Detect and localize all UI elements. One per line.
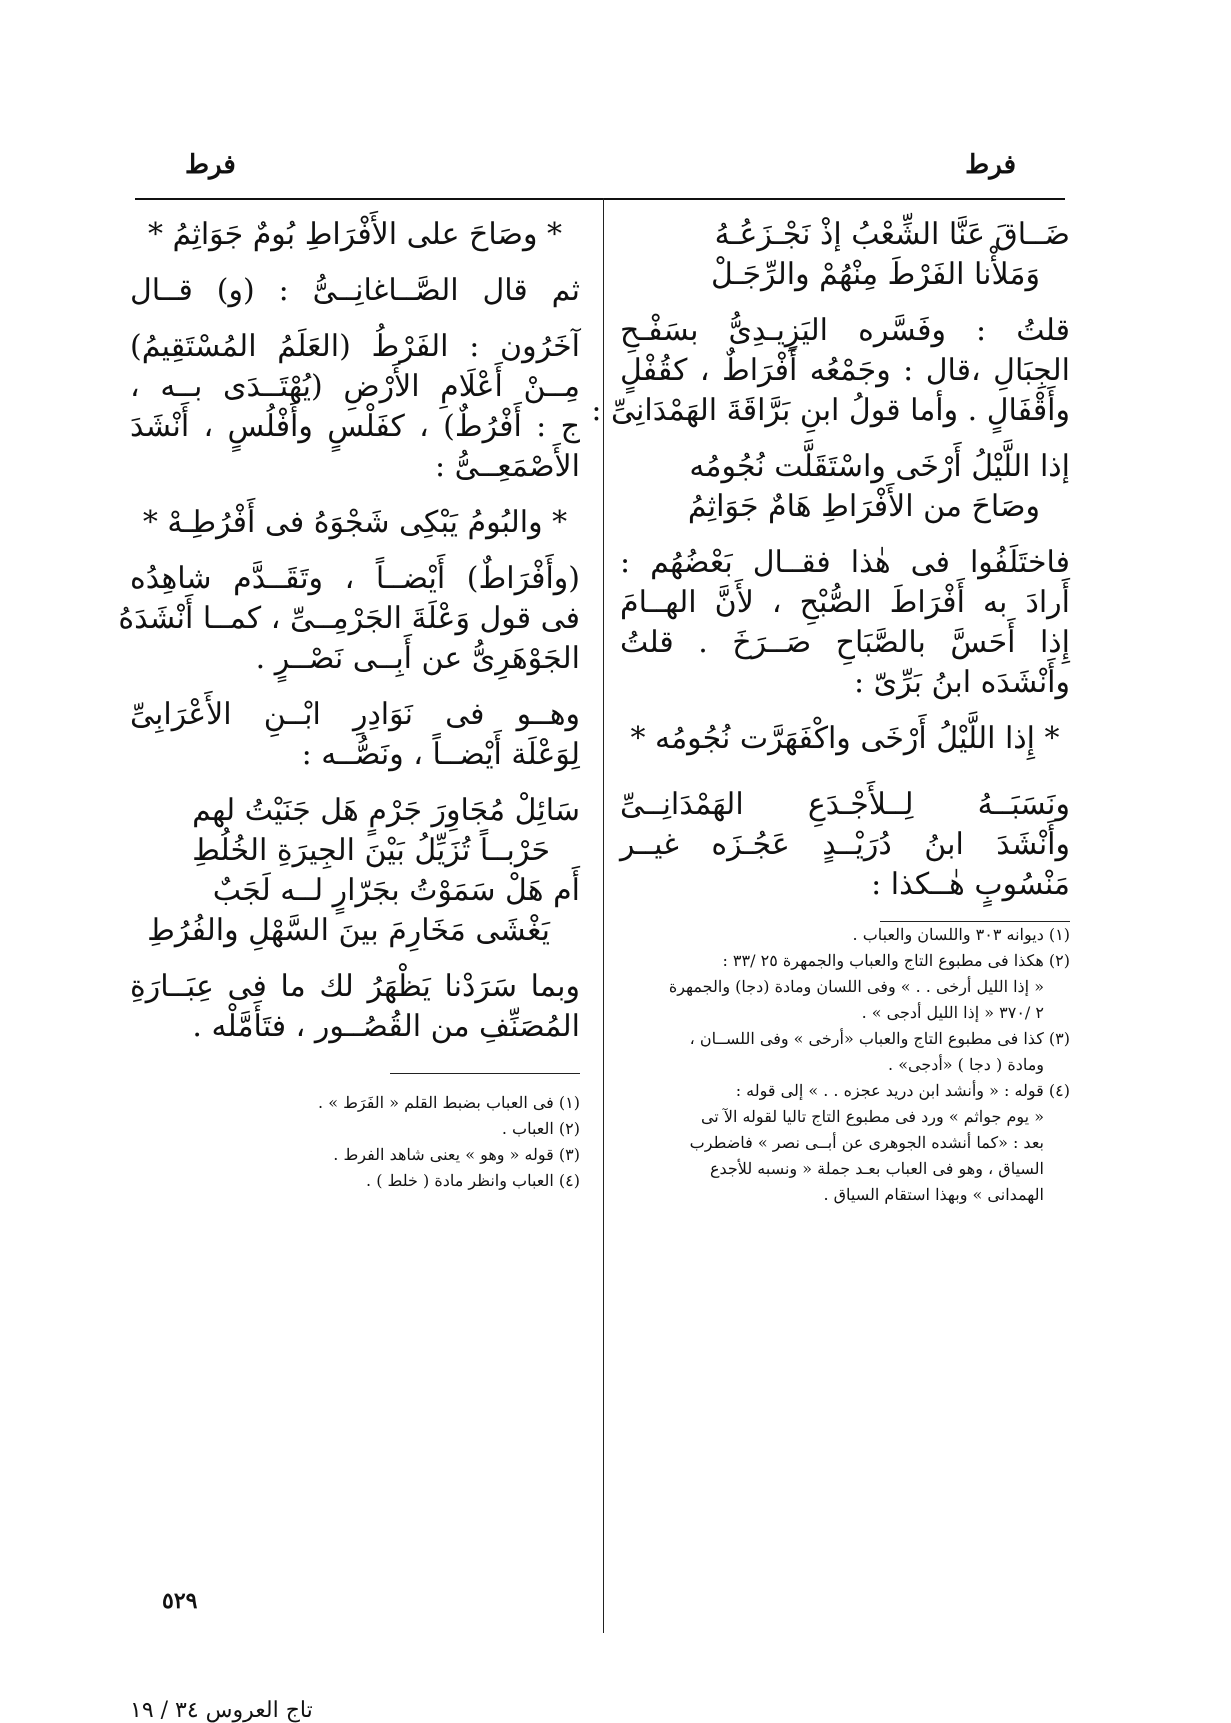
text-line: الجَوْهَرِىُّ عن أَبِــى نَصْــرٍ . xyxy=(255,641,580,676)
text-line: المُصَنِّفِ من القُصُــور ، فتَأَمَّلْه . xyxy=(192,1009,580,1044)
footnote: (٣) كذا فى مطبوع التاج والعباب «أرخى » وفى اللســان ، xyxy=(689,1029,1070,1048)
footnote: « يوم جواثم » ورد فى مطبوع التاج تاليا لقوله الآ تى xyxy=(700,1107,1044,1126)
verse-line: وصَاحَ من الأَفْرَاطِ هَامٌ جَوَاثِمُ xyxy=(687,489,1040,524)
verse-line: ضَــاقَ عَنَّا الشِّعْبُ إذْ نَجْـزَعُـهُ xyxy=(714,217,1070,252)
text-line: أَرادَ به أَفْرَاطَ الصُّبْحِ ، لأَنَّ الهــامَ xyxy=(620,585,1070,620)
text-line: إِذا أَحَسَّ بالصَّبَاحِ صَــرَخَ . قلتُ xyxy=(620,625,1070,660)
footnote: (١) ديوانه ٣٠٣ واللسان والعباب . xyxy=(852,925,1070,944)
text-line: فاختَلَفُوا فى هٰذا فقــال بَعْضُهُم : xyxy=(620,545,1070,580)
footnote: (٣) قوله « وهو » يعنى شاهد الفرط . xyxy=(333,1145,580,1164)
verse-line: أَم هَلْ سَمَوْتُ بجَرّارٍ لــه لَجَبٌ xyxy=(212,873,580,908)
footnote: (٢) العباب . xyxy=(501,1119,580,1138)
text-line: وأَنْشَدَه ابنُ بَرِّىّ : xyxy=(853,665,1070,700)
right-footnotes xyxy=(620,922,1070,1208)
header-right-word: فرط xyxy=(965,150,1016,180)
footnote: « إذا الليل أرخى . . » وفى اللسان ومادة (دجا) والجمهرة xyxy=(668,977,1044,996)
text-line: الجِبَالِ ،قال : وجَمْعُه أَفْرَاطٌ ، كقُفْلٍ xyxy=(620,353,1070,388)
text-line: وأَقْفَالٍ . وأما قولُ ابنِ بَرَّاقَةَ الهَمْدَانِىِّ : xyxy=(591,393,1070,428)
header-left-word: فرط xyxy=(185,150,236,180)
footnote: ومادة ( دجا ) «أدجى» . xyxy=(888,1055,1044,1074)
verse-line: * إِذا اللَّيْلُ أَرْخَى واكْفَهَرَّت نُجُومُه * xyxy=(630,721,1060,756)
footnote: (١) فى العباب بضبط القلم « الفَرَط » . xyxy=(318,1093,580,1112)
footnote: السياق ، وهو فى العباب بعـد جملة « ونسبه للأجدع xyxy=(709,1159,1044,1178)
bottom-text: تاج العروس ٣٤ / ١٩ xyxy=(130,1698,313,1723)
text-line: (وأَفْرَاطٌ) أَيْضــاً ، وتَقَــدَّم شاهِدُه xyxy=(130,561,580,596)
text-line: مِــنْ أَعْلَامِ الأَرْضِ (يُهْتَــدَى بــه ، xyxy=(130,369,580,404)
verse-line: سَائِلْ مُجَاوِرَ جَرْمٍ هَل جَنَيْتُ لهم xyxy=(192,793,580,828)
header-rule xyxy=(135,198,1065,200)
text-line: آخَرُون : الفَرْطُ (العَلَمُ المُسْتَقِيمُ) xyxy=(130,329,580,364)
page-number: ٥٢٩ xyxy=(162,1588,198,1614)
verse-line: * والبُومُ يَبْكِى شَجْوَهُ فى أَفْرُطِـهْ * xyxy=(142,505,568,540)
text-line: وبما سَرَدْنا يَظْهَرُ لك ما فى عِبَــارَةِ xyxy=(130,969,580,1004)
footnote: (٤) العباب وانظر مادة ( خلط ) . xyxy=(366,1171,580,1190)
text-line: فى قول وَعْلَةَ الجَرْمِــىِّ ، كمــا أَنْشَدَهُ xyxy=(118,601,580,636)
left-column xyxy=(118,215,580,1194)
text-line: قلتُ : وفَسَّره اليَزِيـدِىُّ بسَفْـحِ xyxy=(620,313,1070,348)
text-line: ج : أَفْرُطٌ) ، كفَلْسٍ وأَفْلُسٍ ، أَنْشَدَ xyxy=(130,409,580,444)
footnote: ٢ /٣٧٠ « إذا الليل أدجى » . xyxy=(861,1003,1044,1022)
footnote: بعد : «كما أنشده الجوهرى عن أبــى نصر » فاضطرب xyxy=(689,1133,1044,1152)
footnote: (٤) قوله : « وأنشد ابن دريد عجزه . . » إلى قوله : xyxy=(735,1081,1070,1100)
text-line: ثم قال الصَّــاغانِــىُّ : (و) قــال xyxy=(130,273,580,308)
text-line: وأَنْشَدَ ابنُ دُرَيْــدٍ عَجُـزَه غيــر xyxy=(620,827,1070,862)
text-line: ونَسَبَــهُ لِــلأَجْـدَعِ الهَمْدَانِــىِّ xyxy=(620,787,1070,822)
right-column xyxy=(591,215,1070,1208)
left-footnotes xyxy=(130,1090,580,1194)
verse-line: إذا اللَّيْلُ أَرْخَى واسْتَقَلَّت نُجُومُه xyxy=(689,449,1070,484)
verse-line: * وصَاحَ على الأَفْرَاطِ بُومٌ جَوَاثِمُ * xyxy=(147,217,563,252)
verse-line: حَرْبــاً تُزَيِّلُ بَيْنَ الجِيرَةِ الخُلُطِ xyxy=(192,833,550,868)
text-line: الأَصْمَعِــىُّ : xyxy=(435,449,580,484)
text-line: مَنْسُوبٍ هٰــكذا : xyxy=(871,867,1070,902)
footnote: (٢) هكذا فى مطبوع التاج والعباب والجمهرة ٢٥ /٣٣ : xyxy=(722,951,1070,970)
text-line: لِوَعْلَة أَيْضــاً ، ونَصُّــه : xyxy=(301,737,580,772)
footnote: الهمدانى » وبهذا استقام السياق . xyxy=(823,1185,1044,1204)
verse-line: وَمَلأْنا الفَرْطَ مِنْهُمْ والرِّجَـلْ xyxy=(711,257,1040,292)
text-line: وهــو فى نَوَادِرِ ابْــنِ الأَعْرَابِىِّ xyxy=(130,697,580,732)
verse-line: يَغْشَى مَخَارِمَ بينَ السَّهْلِ والفُرُطِ xyxy=(147,913,550,948)
